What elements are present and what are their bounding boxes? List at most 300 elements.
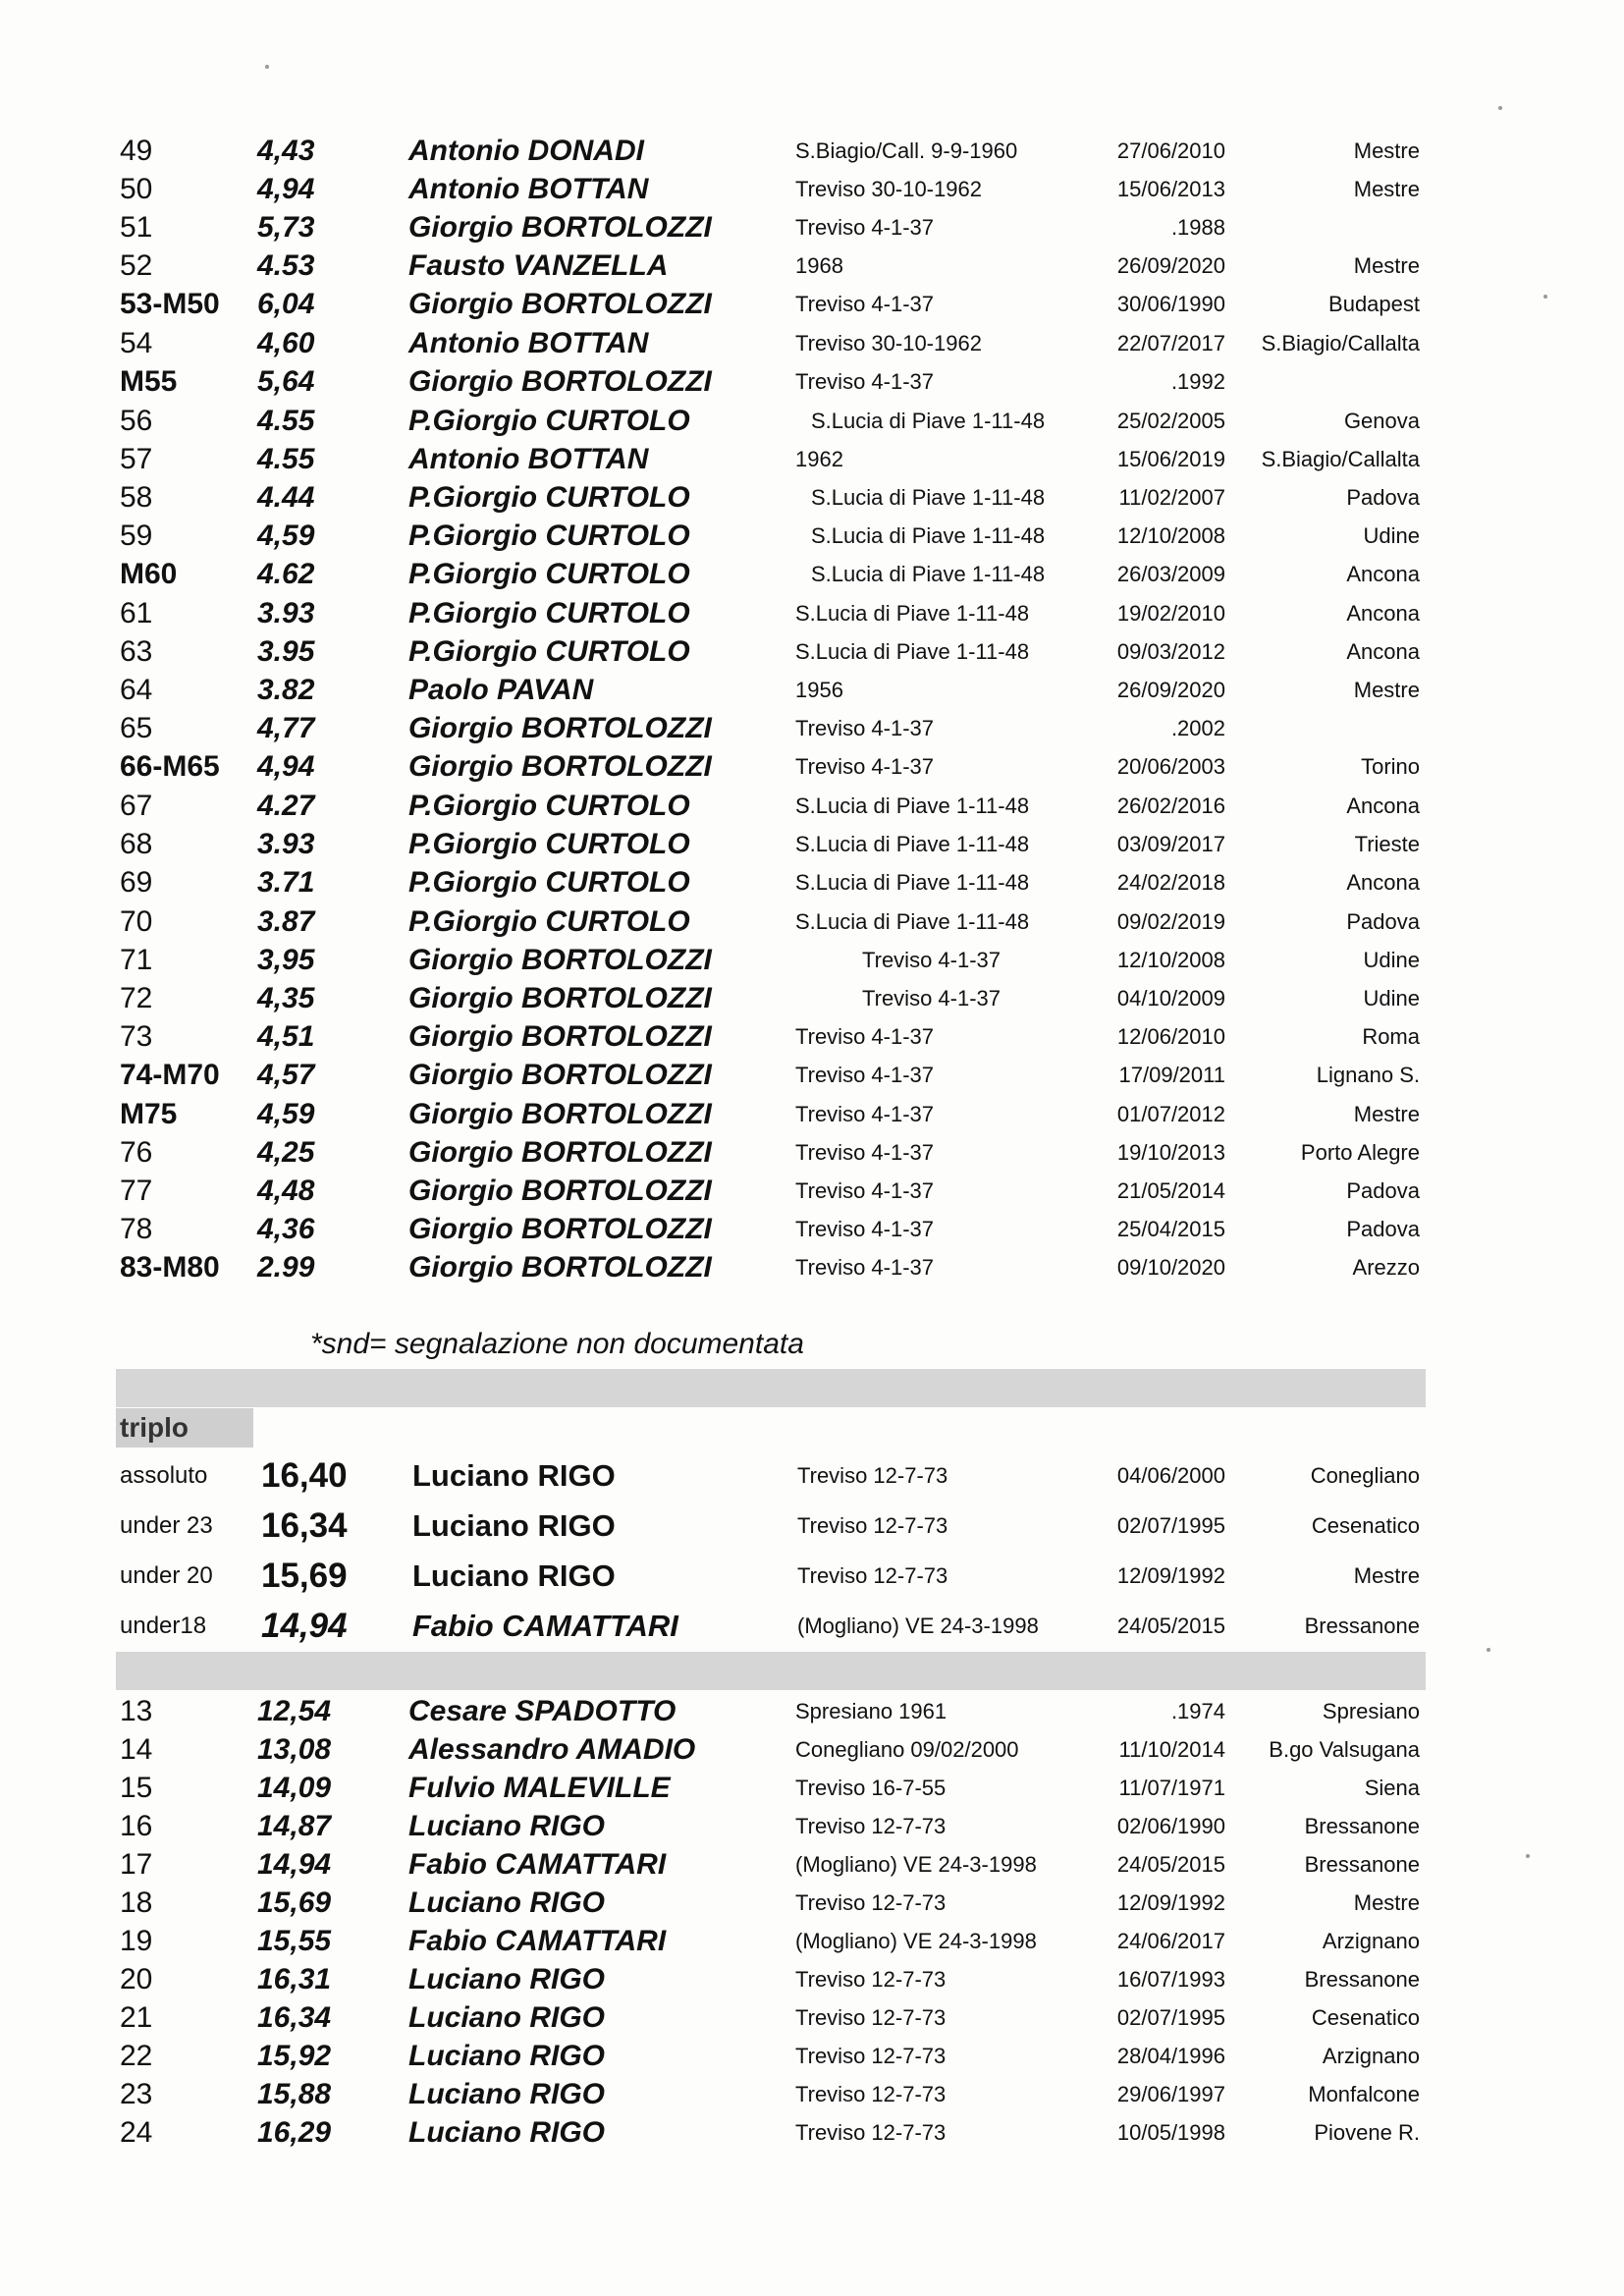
date-cell: .2002 [1170,716,1225,740]
table-row [0,1769,1624,1807]
birth-cell: S.Lucia di Piave 1-11-48 [795,909,1030,934]
date-cell: 19/10/2013 [1116,1140,1225,1165]
value-cell: 14,87 [257,1810,332,1842]
age-cell: 70 [120,905,153,938]
date-cell: 22/07/2017 [1116,331,1225,355]
value-cell: 16,34 [261,1506,348,1545]
athlete-cell: P.Giorgio CURTOLO [408,828,690,860]
value-cell: 14,94 [257,1848,332,1881]
table-row [0,1452,1624,1500]
place-cell: Mestre [1353,1890,1420,1915]
table-row [0,825,1624,863]
birth-cell: S.Biagio/Call. 9-9-1960 [795,138,1018,163]
athlete-cell: Fulvio MALEVILLE [408,1772,671,1804]
athlete-cell: P.Giorgio CURTOLO [408,481,690,514]
birth-cell: Treviso 4-1-37 [795,754,935,779]
athlete-cell: P.Giorgio CURTOLO [408,519,690,552]
value-cell: 4,43 [257,135,315,167]
value-cell: 14,94 [261,1607,348,1645]
date-cell: 29/06/1997 [1116,2082,1225,2106]
table-row [0,632,1624,671]
date-cell: 12/09/1992 [1116,1890,1225,1915]
place-cell: Lignano S. [1316,1063,1420,1087]
athlete-cell: Luciano RIGO [408,2116,606,2149]
birth-cell: Treviso 16-7-55 [795,1776,947,1800]
place-cell: Siena [1364,1776,1420,1800]
place-cell: Monfalcone [1308,2082,1420,2106]
table-row [0,478,1624,517]
section-title: triplo [120,1412,189,1443]
date-cell: 11/02/2007 [1118,485,1225,510]
birth-cell: S.Lucia di Piave 1-11-48 [811,485,1046,510]
table-row [0,671,1624,709]
date-cell: 26/09/2020 [1116,253,1225,278]
place-cell: Spresiano [1322,1699,1420,1723]
birth-cell: S.Lucia di Piave 1-11-48 [795,832,1030,856]
value-cell: 3.93 [257,597,315,629]
table-row [0,1210,1624,1248]
date-cell: 12/09/1992 [1116,1563,1225,1588]
place-cell: Ancona [1346,793,1420,818]
athlete-cell: Giorgio BORTOLOZZI [408,1059,712,1091]
date-cell: 03/09/2017 [1116,832,1225,856]
date-cell: 09/10/2020 [1116,1255,1225,1280]
place-cell: S.Biagio/Callalta [1261,447,1420,471]
scan-speck [1487,1648,1490,1652]
age-cell: 22 [120,2040,153,2072]
age-cell: 21 [120,2001,153,2034]
section-divider [116,1369,1426,1407]
table-row [0,1998,1624,2037]
age-cell: M60 [120,558,178,590]
birth-cell: (Mogliano) VE 24-3-1998 [795,1852,1037,1877]
table-row [0,132,1624,170]
table-row [0,1960,1624,1998]
date-cell: 11/07/1971 [1118,1776,1225,1800]
scan-speck [1498,106,1502,110]
athlete-cell: P.Giorgio CURTOLO [408,866,690,899]
table-row [0,440,1624,478]
age-cell: 17 [120,1848,153,1881]
value-cell: 4.55 [257,443,315,475]
place-cell: Udine [1363,948,1420,972]
athlete-cell: Giorgio BORTOLOZZI [408,944,712,976]
place-cell: Mestre [1353,678,1420,702]
place-cell: Roma [1362,1024,1420,1049]
category-cell: under18 [120,1613,207,1639]
date-cell: 28/04/1996 [1116,2044,1225,2068]
value-cell: 4,57 [257,1059,315,1091]
date-cell: .1992 [1170,369,1225,394]
date-cell: 10/05/1998 [1116,2120,1225,2145]
age-cell: 65 [120,712,153,744]
age-cell: 61 [120,597,153,629]
place-cell: Udine [1363,523,1420,548]
birth-cell: Treviso 4-1-37 [795,716,935,740]
date-cell: 15/06/2013 [1116,177,1225,201]
birth-cell: Treviso 4-1-37 [795,1102,935,1126]
value-cell: 5,73 [257,211,315,244]
age-cell: 19 [120,1925,153,1957]
value-cell: 4,59 [257,1098,315,1130]
birth-cell: Treviso 12-7-73 [795,2005,947,2030]
birth-cell: S.Lucia di Piave 1-11-48 [795,601,1030,626]
age-cell: M55 [120,365,178,398]
athlete-cell: Antonio BOTTAN [408,327,649,359]
date-cell: .1974 [1170,1699,1225,1723]
date-cell: 25/02/2005 [1116,409,1225,433]
place-cell: Udine [1363,986,1420,1011]
place-cell: Padova [1346,485,1420,510]
date-cell: 24/05/2015 [1116,1852,1225,1877]
value-cell: 4.62 [257,558,315,590]
table-row [0,979,1624,1017]
athlete-cell: Fausto VANZELLA [408,249,669,282]
age-cell: 15 [120,1772,153,1804]
birth-cell: Spresiano 1961 [795,1699,947,1723]
age-cell: M75 [120,1098,178,1130]
age-cell: 56 [120,405,153,437]
athlete-cell: Luciano RIGO [408,2040,606,2072]
table-row [0,1730,1624,1769]
value-cell: 14,09 [257,1772,332,1804]
age-cell: 16 [120,1810,153,1842]
table-row [0,246,1624,285]
athlete-cell: Giorgio BORTOLOZZI [408,1136,712,1169]
table-row [0,517,1624,555]
athlete-cell: P.Giorgio CURTOLO [408,405,690,437]
place-cell: Mestre [1353,253,1420,278]
scan-speck [1543,295,1547,299]
table-row [0,594,1624,632]
table-row [0,902,1624,941]
athlete-cell: Fabio CAMATTARI [408,1925,667,1957]
birth-cell: Conegliano 09/02/2000 [795,1737,1019,1762]
section-divider [116,1652,1426,1690]
value-cell: 15,69 [257,1886,332,1919]
value-cell: 4,60 [257,327,315,359]
date-cell: 09/03/2012 [1116,639,1225,664]
table-row [0,2075,1624,2113]
birth-cell: S.Lucia di Piave 1-11-48 [811,523,1046,548]
value-cell: 15,55 [257,1925,332,1957]
place-cell: Arezzo [1352,1255,1420,1280]
age-cell: 73 [120,1020,153,1053]
date-cell: 15/06/2019 [1116,447,1225,471]
place-cell: Padova [1346,1217,1420,1241]
date-cell: 24/02/2018 [1116,870,1225,895]
age-cell: 14 [120,1733,153,1766]
table-row [0,1692,1624,1730]
athlete-cell: Luciano RIGO [412,1458,616,1493]
table-row [0,324,1624,362]
place-cell: Bressanone [1304,1967,1420,1992]
value-cell: 16,34 [257,2001,332,2034]
birth-cell: Treviso 12-7-73 [795,2120,947,2145]
age-cell: 49 [120,135,153,167]
table-row [0,362,1624,401]
birth-cell: Treviso 30-10-1962 [795,331,982,355]
athlete-cell: Alessandro AMADIO [408,1733,696,1766]
age-cell: 69 [120,866,153,899]
athlete-cell: Antonio DONADI [408,135,644,167]
athlete-cell: Cesare SPADOTTO [408,1695,677,1727]
value-cell: 6,04 [257,288,315,320]
athlete-cell: Luciano RIGO [408,1886,606,1919]
age-cell: 18 [120,1886,153,1919]
date-cell: 20/06/2003 [1116,754,1225,779]
birth-cell: Treviso 12-7-73 [797,1463,948,1488]
age-cell: 74-M70 [120,1059,220,1091]
place-cell: Padova [1346,1178,1420,1203]
value-cell: 15,69 [261,1557,348,1595]
birth-cell: S.Lucia di Piave 1-11-48 [811,409,1046,433]
footnote-text: segnalazione non documentata [394,1328,804,1360]
value-cell: 16,40 [261,1456,348,1495]
value-cell: 16,31 [257,1963,332,1995]
athlete-cell: Luciano RIGO [408,1963,606,1995]
age-cell: 76 [120,1136,153,1169]
value-cell: 3.82 [257,674,315,706]
birth-cell: Treviso 12-7-73 [795,1967,947,1992]
birth-cell: S.Lucia di Piave 1-11-48 [795,870,1030,895]
athlete-cell: Giorgio BORTOLOZZI [408,1020,712,1053]
age-cell: 53-M50 [120,288,220,320]
value-cell: 4.44 [257,481,315,514]
birth-cell: Treviso 4-1-37 [795,1140,935,1165]
category-cell: under 23 [120,1512,213,1539]
place-cell: Porto Alegre [1300,1140,1420,1165]
place-cell: Bressanone [1304,1852,1420,1877]
birth-cell: Treviso 4-1-37 [862,986,1001,1011]
value-cell: 3.93 [257,828,315,860]
age-cell: 83-M80 [120,1251,220,1284]
date-cell: 24/05/2015 [1116,1613,1225,1638]
value-cell: 4,36 [257,1213,315,1245]
athlete-cell: Giorgio BORTOLOZZI [408,982,712,1014]
place-cell: Cesenatico [1311,1513,1420,1538]
place-cell: B.go Valsugana [1269,1737,1420,1762]
age-cell: 50 [120,173,153,205]
athlete-cell: Luciano RIGO [408,2078,606,2110]
athlete-cell: Luciano RIGO [412,1508,616,1543]
value-cell: 3.95 [257,635,315,668]
birth-cell: Treviso 12-7-73 [795,1890,947,1915]
date-cell: 26/03/2009 [1116,562,1225,586]
age-cell: 13 [120,1695,153,1727]
date-cell: 09/02/2019 [1116,909,1225,934]
value-cell: 3.71 [257,866,315,899]
footnote-key: *snd= [310,1328,387,1360]
date-cell: 25/04/2015 [1116,1217,1225,1241]
value-cell: 5,64 [257,365,315,398]
place-cell: Cesenatico [1311,2005,1420,2030]
athlete-cell: Giorgio BORTOLOZZI [408,211,712,244]
value-cell: 15,92 [257,2040,332,2072]
date-cell: 21/05/2014 [1116,1178,1225,1203]
age-cell: 68 [120,828,153,860]
athlete-cell: Giorgio BORTOLOZZI [408,1251,712,1284]
table-row [0,1503,1624,1550]
age-cell: 20 [120,1963,153,1995]
place-cell: Bressanone [1304,1814,1420,1838]
date-cell: 12/10/2008 [1116,948,1225,972]
place-cell: Arzignano [1322,1929,1420,1953]
age-cell: 66-M65 [120,750,220,783]
footnote [310,1328,804,1361]
value-cell: 4.27 [257,790,315,822]
value-cell: 15,88 [257,2078,332,2110]
athlete-cell: Giorgio BORTOLOZZI [408,712,712,744]
table-row [0,1248,1624,1286]
date-cell: 24/06/2017 [1116,1929,1225,1953]
table-row [0,787,1624,825]
date-cell: 26/02/2016 [1116,793,1225,818]
table-row [0,1553,1624,1600]
athlete-cell: Fabio CAMATTARI [408,1848,667,1881]
age-cell: 23 [120,2078,153,2110]
table-row [0,747,1624,786]
place-cell: Trieste [1354,832,1420,856]
birth-cell: 1968 [795,253,843,278]
table-row [0,2037,1624,2075]
birth-cell: Treviso 4-1-37 [795,1255,935,1280]
birth-cell: Treviso 12-7-73 [795,2044,947,2068]
date-cell: 11/10/2014 [1118,1737,1225,1762]
athlete-cell: P.Giorgio CURTOLO [408,905,690,938]
category-cell: under 20 [120,1562,213,1589]
date-cell: 30/06/1990 [1116,292,1225,316]
athlete-cell: Giorgio BORTOLOZZI [408,288,712,320]
birth-cell: S.Lucia di Piave 1-11-48 [795,639,1030,664]
value-cell: 3,95 [257,944,315,976]
date-cell: 17/09/2011 [1118,1063,1225,1087]
table-row [0,1884,1624,1922]
place-cell: Conegliano [1310,1463,1420,1488]
place-cell: Ancona [1346,870,1420,895]
value-cell: 12,54 [257,1695,332,1727]
table-row [0,941,1624,979]
birth-cell: Treviso 12-7-73 [797,1513,948,1538]
birth-cell: Treviso 4-1-37 [795,1063,935,1087]
table-row [0,863,1624,902]
birth-cell: Treviso 12-7-73 [795,1814,947,1838]
place-cell: Padova [1346,909,1420,934]
table-row [0,709,1624,747]
table-row [0,1056,1624,1094]
table-row [0,1095,1624,1133]
athlete-cell: Giorgio BORTOLOZZI [408,1213,712,1245]
value-cell: 4,94 [257,750,315,783]
scan-speck [265,65,269,69]
date-cell: 19/02/2010 [1116,601,1225,626]
scan-speck [1526,1854,1530,1858]
athlete-cell: Luciano RIGO [412,1558,616,1593]
athlete-cell: Antonio BOTTAN [408,173,649,205]
birth-cell: Treviso 12-7-73 [795,2082,947,2106]
place-cell: Budapest [1328,292,1420,316]
athlete-cell: Luciano RIGO [408,1810,606,1842]
table-row [0,285,1624,323]
athlete-cell: Paolo PAVAN [408,674,594,706]
athlete-cell: P.Giorgio CURTOLO [408,597,690,629]
athlete-cell: Giorgio BORTOLOZZI [408,750,712,783]
place-cell: Torino [1361,754,1420,779]
date-cell: 27/06/2010 [1116,138,1225,163]
value-cell: 3.87 [257,905,315,938]
table-row [0,402,1624,440]
birth-cell: (Mogliano) VE 24-3-1998 [795,1929,1037,1953]
age-cell: 67 [120,790,153,822]
date-cell: 12/10/2008 [1116,523,1225,548]
birth-cell: Treviso 4-1-37 [795,1217,935,1241]
place-cell: S.Biagio/Callalta [1261,331,1420,355]
athlete-cell: P.Giorgio CURTOLO [408,558,690,590]
table-row [0,2113,1624,2152]
date-cell: 26/09/2020 [1116,678,1225,702]
value-cell: 4,48 [257,1175,315,1207]
date-cell: 16/07/1993 [1116,1967,1225,1992]
athlete-cell: Giorgio BORTOLOZZI [408,365,712,398]
date-cell: 02/07/1995 [1116,2005,1225,2030]
table-row [0,555,1624,593]
value-cell: 4,25 [257,1136,315,1169]
table-row [0,1172,1624,1210]
age-cell: 57 [120,443,153,475]
place-cell: Mestre [1353,138,1420,163]
athlete-cell: P.Giorgio CURTOLO [408,635,690,668]
age-cell: 58 [120,481,153,514]
birth-cell: S.Lucia di Piave 1-11-48 [811,562,1046,586]
place-cell: Piovene R. [1314,2120,1420,2145]
place-cell: Mestre [1353,1563,1420,1588]
athlete-cell: Fabio CAMATTARI [412,1609,678,1643]
birth-cell: Treviso 4-1-37 [862,948,1001,972]
place-cell: Genova [1343,409,1420,433]
table-row [0,170,1624,208]
date-cell: 04/06/2000 [1116,1463,1225,1488]
table-row [0,1017,1624,1056]
age-cell: 64 [120,674,153,706]
table-row [0,208,1624,246]
value-cell: 4,94 [257,173,315,205]
table-row [0,1845,1624,1884]
birth-cell: Treviso 4-1-37 [795,1178,935,1203]
value-cell: 4,51 [257,1020,315,1053]
value-cell: 4.53 [257,249,315,282]
athlete-cell: Antonio BOTTAN [408,443,649,475]
age-cell: 71 [120,944,153,976]
birth-cell: 1956 [795,678,843,702]
date-cell: .1988 [1170,215,1225,240]
age-cell: 78 [120,1213,153,1245]
value-cell: 4.55 [257,405,315,437]
date-cell: 02/07/1995 [1116,1513,1225,1538]
date-cell: 02/06/1990 [1116,1814,1225,1838]
place-cell: Ancona [1346,601,1420,626]
age-cell: 59 [120,519,153,552]
birth-cell: Treviso 12-7-73 [797,1563,948,1588]
value-cell: 2.99 [257,1251,315,1284]
athlete-cell: P.Giorgio CURTOLO [408,790,690,822]
table-row [0,1603,1624,1650]
place-cell: Mestre [1353,1102,1420,1126]
birth-cell: (Mogliano) VE 24-3-1998 [797,1613,1039,1638]
place-cell: Mestre [1353,177,1420,201]
birth-cell: Treviso 4-1-37 [795,215,935,240]
birth-cell: S.Lucia di Piave 1-11-48 [795,793,1030,818]
place-cell: Arzignano [1322,2044,1420,2068]
